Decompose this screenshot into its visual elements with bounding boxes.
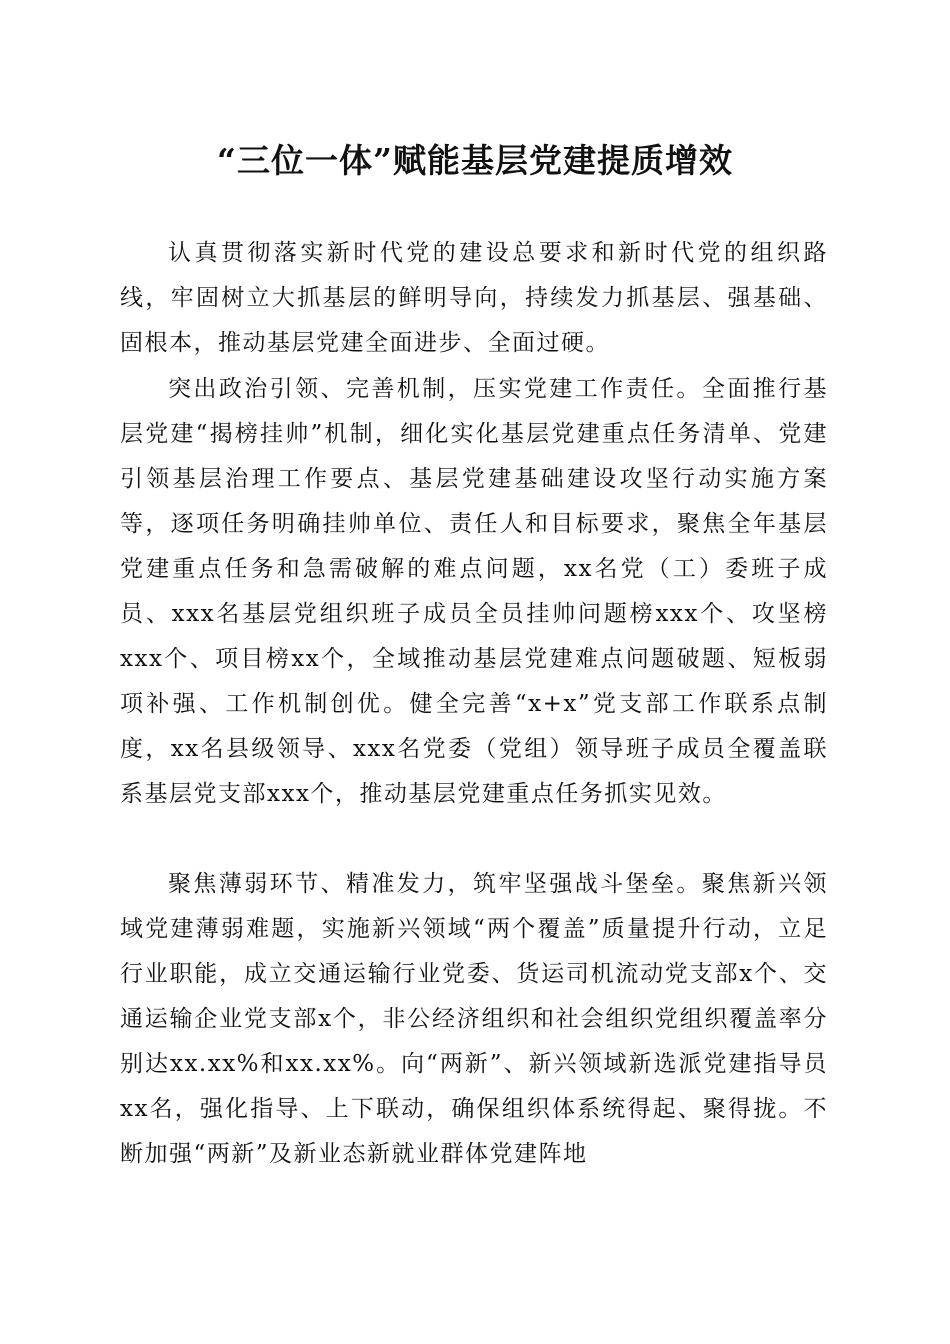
paragraph-weak-links: 聚焦薄弱环节、精准发力，筑牢坚强战斗堡垒。聚焦新兴领域党建薄弱难题，实施新兴领域“两个覆盖”质量提升行动，立足行业职能，成立交通运输行业党委、货运司机流动党支部x个、交通运输企业党支部x个，非公经济组织和社会组织党组织覆盖率分别达xx.xx%和xx.xx%。向“两新”、新兴领域新选派党建指导员xx名，强化指导、上下联动，确保组织体系统得起、聚得拢。不断加强“两新”及新业态新就业群体党建阵地 bbox=[120, 871, 828, 1167]
paragraph-political-leadership: 突出政治引领、完善机制，压实党建工作责任。全面推行基层党建“揭榜挂帅”机制，细化实化基层党建重点任务清单、党建引领基层治理工作要点、基层党建基础建设攻坚行动实施方案等，逐项任务明确挂帅单位、责任人和目标要求，聚焦全年基层党建重点任务和急需破解的难点问题，xx名党（工）委班子成员、xxx名基层党组织班子成员全员挂帅问题榜xxx个、攻坚榜xxx个、项目榜xx个，全域推动基层党建难点问题破题、短板弱项补强、工作机制创优。健全完善“x+x”党支部工作联系点制度，xx名县级领导、xxx名党委（党组）领导班子成员全覆盖联系基层党支部xxx个，推动基层党建重点任务抓实见效。 bbox=[120, 376, 828, 807]
document-title: “三位一体”赋能基层党建提质增效 bbox=[217, 141, 733, 180]
paragraph-intro: 认真贯彻落实新时代党的建设总要求和新时代党的组织路线，牢固树立大抓基层的鲜明导向，持续发力抓基层、强基础、固根本，推动基层党建全面进步、全面过硬。 bbox=[120, 240, 828, 356]
